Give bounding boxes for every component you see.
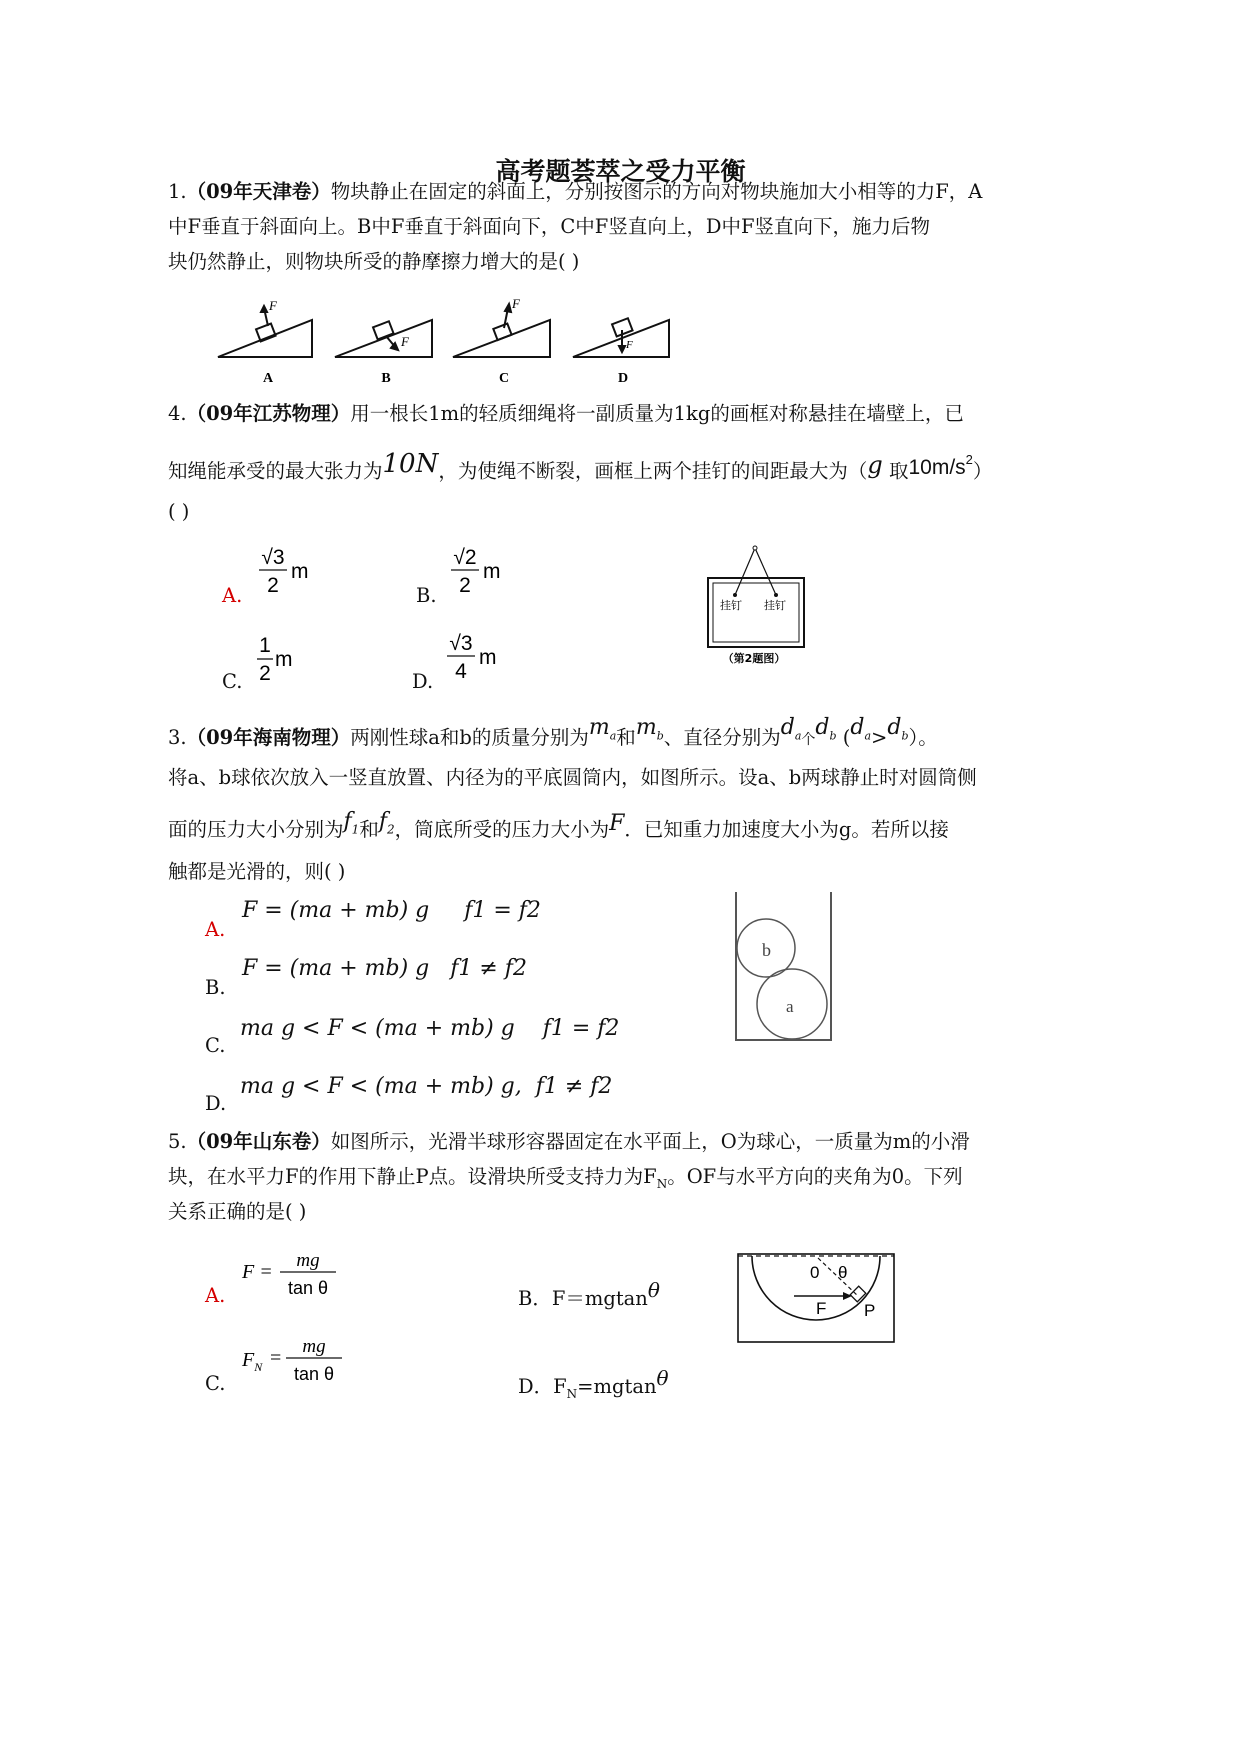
q4-frame-figure bbox=[700, 540, 820, 670]
frame-outer bbox=[708, 578, 804, 647]
q5-d-sub: N bbox=[566, 1386, 578, 1401]
q5-c-num: mg bbox=[302, 1336, 326, 1357]
q5-a-num: mg bbox=[296, 1250, 320, 1271]
q4-b-num: √2 bbox=[453, 546, 477, 569]
force-label: F bbox=[816, 1299, 827, 1318]
q4-line3: ( ) bbox=[168, 500, 190, 523]
point-p-label: P bbox=[864, 1301, 876, 1320]
q5-c-eq: = bbox=[270, 1347, 282, 1369]
angle-label: θ bbox=[838, 1263, 848, 1282]
q1-incline-figure bbox=[210, 290, 690, 390]
q3-F: F bbox=[609, 811, 625, 836]
q5-text2a: 块，在水平力F的作用下静止P点。设滑块所受支持力为F bbox=[168, 1165, 657, 1188]
incline-b bbox=[335, 320, 432, 357]
q4-option-b-letter: B. bbox=[416, 584, 437, 607]
nail-label-left: 挂钉 bbox=[720, 599, 742, 612]
q5-text2sub: N bbox=[656, 1176, 668, 1191]
q5-b-theta: θ bbox=[647, 1278, 660, 1302]
q4-option-a-formula bbox=[255, 540, 325, 600]
q4-option-d-formula bbox=[443, 626, 513, 686]
rope-right bbox=[755, 548, 776, 595]
q4-d-den: 4 bbox=[455, 660, 467, 683]
q1-fig-label-a: A bbox=[262, 371, 274, 386]
q4-d-unit: m bbox=[479, 646, 497, 669]
q3-text1a: 两刚性球a和b的质量分别为 bbox=[350, 726, 589, 749]
q4-line2 bbox=[168, 448, 993, 486]
q3-cond-close: ）。 bbox=[908, 726, 938, 749]
q5-option-d bbox=[518, 1366, 669, 1408]
q3-cond-open: ( bbox=[842, 726, 851, 749]
q3-line3 bbox=[168, 809, 949, 851]
q3-mb: $m_b$ bbox=[635, 715, 664, 743]
q3-cond-db: $d_b$ bbox=[887, 715, 909, 743]
q3-text3a: 面的压力大小分别为 bbox=[168, 818, 344, 841]
q4-line1 bbox=[168, 400, 964, 428]
q4-close: ） bbox=[972, 459, 993, 483]
q4-gval: 10m/s bbox=[908, 455, 966, 479]
q5-source: （09年山东卷） bbox=[186, 1130, 331, 1153]
q4-option-c-formula bbox=[253, 630, 323, 690]
ball-b-label: b bbox=[762, 940, 771, 960]
rope-left bbox=[735, 548, 755, 595]
q3-cond-gt: > bbox=[871, 726, 888, 749]
q3-text3c: ．已知重力加速度大小为g。若所以接 bbox=[624, 818, 949, 841]
block-a bbox=[256, 324, 276, 342]
q3-option-d-formula: ma g < F < (ma + mb) g, f1 ≠ f2 bbox=[240, 1074, 613, 1099]
q4-g: g bbox=[867, 450, 883, 479]
q3-text1b: 、直径分别为 bbox=[663, 726, 781, 749]
q5-d-a: F bbox=[553, 1375, 567, 1398]
q4-c-den: 2 bbox=[259, 662, 271, 685]
q1-force-label-a: F bbox=[269, 298, 277, 313]
q4-figure-caption: （第2题图） bbox=[722, 652, 786, 665]
q4-a-den: 2 bbox=[267, 574, 279, 597]
center-label: 0 bbox=[810, 1263, 820, 1282]
q3-cylinder-figure bbox=[728, 888, 838, 1048]
q3-option-c-letter: C. bbox=[205, 1034, 226, 1057]
q4-take: 取 bbox=[888, 459, 909, 483]
q3-line2: 将a、b球依次放入一竖直放置、内径为的平底圆筒内，如图所示。设a、b两球静止时对圆筒侧 bbox=[168, 766, 977, 789]
block-c bbox=[493, 324, 511, 341]
q1-text1: 物块静止在固定的斜面上，分别按图示的方向对物块施加大小相等的力F，A bbox=[330, 180, 983, 203]
q3-f2: $f_2$ bbox=[378, 809, 395, 837]
q4-a-unit: m bbox=[291, 560, 309, 583]
q4-option-c-letter: C. bbox=[222, 670, 243, 693]
q5-option-c-letter: C. bbox=[205, 1372, 226, 1395]
q5-d-letter: D． bbox=[518, 1375, 554, 1398]
q3-option-d-letter: D. bbox=[205, 1092, 227, 1115]
q4-c-unit: m bbox=[275, 648, 293, 671]
q5-a-lhs: F = bbox=[242, 1261, 273, 1283]
q4-source: （09年江苏物理） bbox=[186, 402, 351, 425]
q1-fig-label-d: D bbox=[617, 371, 629, 386]
q4-option-a-letter: A. bbox=[222, 584, 243, 607]
q4-text2a: 知绳能承受的最大张力为 bbox=[168, 459, 383, 483]
q3-number: 3. bbox=[168, 726, 187, 749]
ball-a-label: a bbox=[786, 997, 794, 1016]
q5-option-c-formula bbox=[240, 1330, 350, 1390]
q4-c-num: 1 bbox=[259, 634, 271, 657]
q3-option-b-letter: B. bbox=[205, 976, 226, 999]
q3-line4: 触都是光滑的，则( ) bbox=[168, 860, 346, 883]
q4-text1: 用一根长1m的轻质细绳将一副质量为1kg的画框对称悬挂在墙壁上，已 bbox=[350, 402, 964, 425]
cylinder-wall bbox=[736, 892, 831, 1040]
q4-option-d-letter: D. bbox=[412, 670, 434, 693]
q5-line2 bbox=[168, 1163, 963, 1198]
q3-source: （09年海南物理） bbox=[186, 726, 351, 749]
q5-b-letter: B． bbox=[518, 1287, 552, 1310]
q4-number: 4. bbox=[168, 402, 187, 425]
q5-b-text: F＝mgtan bbox=[551, 1287, 648, 1310]
q1-force-label-b: F bbox=[401, 334, 409, 349]
q3-option-c-formula: ma g < F < (ma + mb) g f1 = f2 bbox=[240, 1016, 620, 1041]
q4-d-num: √3 bbox=[449, 632, 473, 655]
q1-source: （09年天津卷） bbox=[186, 180, 331, 203]
q4-tension: 10N bbox=[382, 448, 439, 479]
q5-text1: 如图所示，光滑半球形容器固定在水平面上，O为球心，一质量为m的小滑 bbox=[330, 1130, 970, 1153]
q4-a-num: √3 bbox=[261, 546, 285, 569]
q3-option-b-formula: F = (ma + mb) g f1 ≠ f2 bbox=[242, 956, 527, 981]
q4-b-unit: m bbox=[483, 560, 501, 583]
q3-ma: $m_a$ bbox=[588, 715, 617, 743]
q5-text2b: 。OF与水平方向的夹角为0。下列 bbox=[667, 1165, 963, 1188]
q3-f1: $f_1$ bbox=[343, 809, 360, 837]
q5-number: 5. bbox=[168, 1130, 187, 1153]
q3-and2: 和 bbox=[359, 818, 379, 841]
q4-option-b-formula bbox=[447, 540, 517, 600]
q1-number: 1. bbox=[168, 180, 187, 203]
q5-option-a-formula bbox=[240, 1244, 350, 1304]
q5-hemisphere-figure bbox=[736, 1252, 898, 1346]
q1-force-label-c: F bbox=[512, 296, 520, 311]
q5-option-a-letter: A. bbox=[205, 1284, 226, 1307]
page-title: 高考题荟萃之受力平衡 bbox=[495, 157, 746, 186]
q3-ge: 个 bbox=[801, 732, 816, 748]
frame-inner bbox=[713, 583, 799, 642]
q1-fig-label-c: C bbox=[498, 371, 510, 386]
q5-line3: 关系正确的是( ) bbox=[168, 1200, 307, 1223]
q1-line2: 中F垂直于斜面向上。B中F垂直于斜面向下，C中F竖直向上，D中F竖直向下，施力后物 bbox=[168, 215, 931, 238]
q5-option-b bbox=[518, 1278, 660, 1313]
q3-db: $d_b$ bbox=[815, 715, 837, 743]
q3-da: $d_a$ bbox=[780, 715, 802, 743]
q1-force-label-d: F bbox=[626, 339, 633, 351]
q5-c-den: tan θ bbox=[293, 1364, 335, 1384]
q5-line1 bbox=[168, 1128, 970, 1156]
nail-label-right: 挂钉 bbox=[764, 599, 786, 612]
q4-text2b: ，为使绳不断裂，画框上两个挂钉的间距最大为（ bbox=[438, 459, 868, 483]
q4-gexp: 2 bbox=[965, 452, 973, 467]
q5-a-den: tan θ bbox=[287, 1278, 329, 1298]
q5-c-lhs: $F_N$ bbox=[242, 1349, 263, 1374]
q5-d-theta: θ bbox=[656, 1366, 669, 1390]
q1-line3: 块仍然静止，则物块所受的静摩擦力增大的是( ) bbox=[168, 250, 580, 273]
q5-d-b: =mgtan bbox=[577, 1375, 657, 1398]
q4-b-den: 2 bbox=[459, 574, 471, 597]
q3-and1: 和 bbox=[616, 726, 636, 749]
q3-text3b: ，筒底所受的压力大小为 bbox=[394, 818, 610, 841]
q3-option-a-letter: A. bbox=[205, 918, 226, 941]
q3-line1 bbox=[168, 715, 938, 760]
q3-option-a-formula: F = (ma + mb) g f1 = f2 bbox=[242, 898, 541, 923]
q1-line1 bbox=[168, 178, 982, 206]
q3-cond-da: $d_a$ bbox=[850, 715, 872, 743]
q1-fig-label-b: B bbox=[381, 371, 391, 386]
